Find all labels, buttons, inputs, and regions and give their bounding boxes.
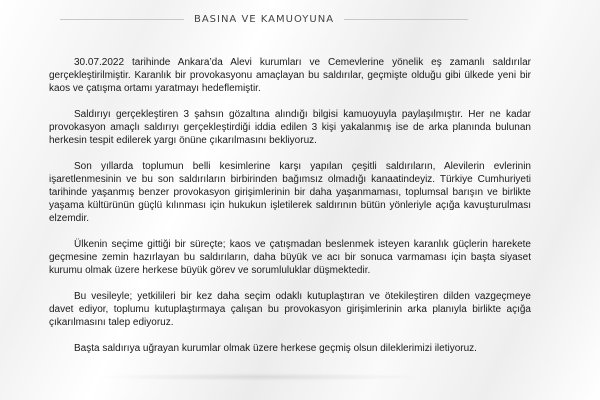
paragraph-4: Ülkenin seçime gittiği bir süreçte; kaos ve çatışmadan beslenmek isteyen karanlık güçlerin harekete geçmesine zemin hazırlayan bu saldırıların, daha büyük ve acı bir sonuca varmaması için başta siyaset kurumu olmak üzere herkese büyük görev ve sorumluluklar düşmektedir. bbox=[49, 239, 531, 276]
header-rule-left bbox=[60, 19, 184, 20]
paragraph-2: Saldırıyı gerçekleştiren 3 şahsın gözaltına alındığı bilgisi kamuoyuyla paylaşılmıştır. Her ne kadar provokasyon amaçlı saldırıyı gerçekleştirdiği iddia edilen 3 kişi yakalanmış ise de arka planında bulunan herkesin tespit edilerek yargı önüne çıkarılmasını bekliyoruz. bbox=[49, 109, 531, 146]
decorative-shadow bbox=[90, 373, 430, 381]
paragraph-3: Son yıllarda toplumun belli kesimlerine karşı yapılan çeşitli saldırıların, Alevilerin evlerinin işaretlenmesinin ve bu son saldırıların birbirinden bağımsız olmadığı kanaatindeyiz. Türkiye Cumhuriyeti tarihinde yaşanmış benzer provokasyon girişimlerinin bir daha yaşanmaması, toplumsal barışın ve birlikte yaşama kültürünün güçlü kılınması için hukukun işletilerek saldırının bütün yönleriyle açığa kavuşturulması elzemdir. bbox=[49, 161, 531, 224]
document-title: BASINA VE KAMUOYUNA bbox=[193, 14, 335, 25]
paragraph-6: Başta saldırıya uğrayan kurumlar olmak üzere herkese geçmiş olsun dileklerimizi iletiyoruz. bbox=[74, 343, 477, 354]
paragraph-5: Bu vesileyle; yetkilileri bir kez daha seçim odaklı kutuplaştıran ve ötekileştiren dilden vazgeçmeye davet ediyor, toplumu kutuplaştırmaya çalışan bu provokasyon girişimlerinin arka planıyla birlikte açığa çıkarılmasını talep ediyoruz. bbox=[49, 291, 531, 328]
header-rule-right bbox=[344, 19, 468, 20]
document-header bbox=[60, 14, 468, 25]
statement-body bbox=[49, 56, 531, 368]
paragraph-1: 30.07.2022 tarihinde Ankara’da Alevi kurumları ve Cemevlerine yönelik eş zamanlı saldırılar gerçekleştirilmiştir. Karanlık bir provokasyonu amaçlayan bu saldırılar, geçmişte olduğu gibi ülkede yeni bir kaos ve çatışma ortamı yaratmayı hedeflemiştir. bbox=[49, 57, 531, 94]
